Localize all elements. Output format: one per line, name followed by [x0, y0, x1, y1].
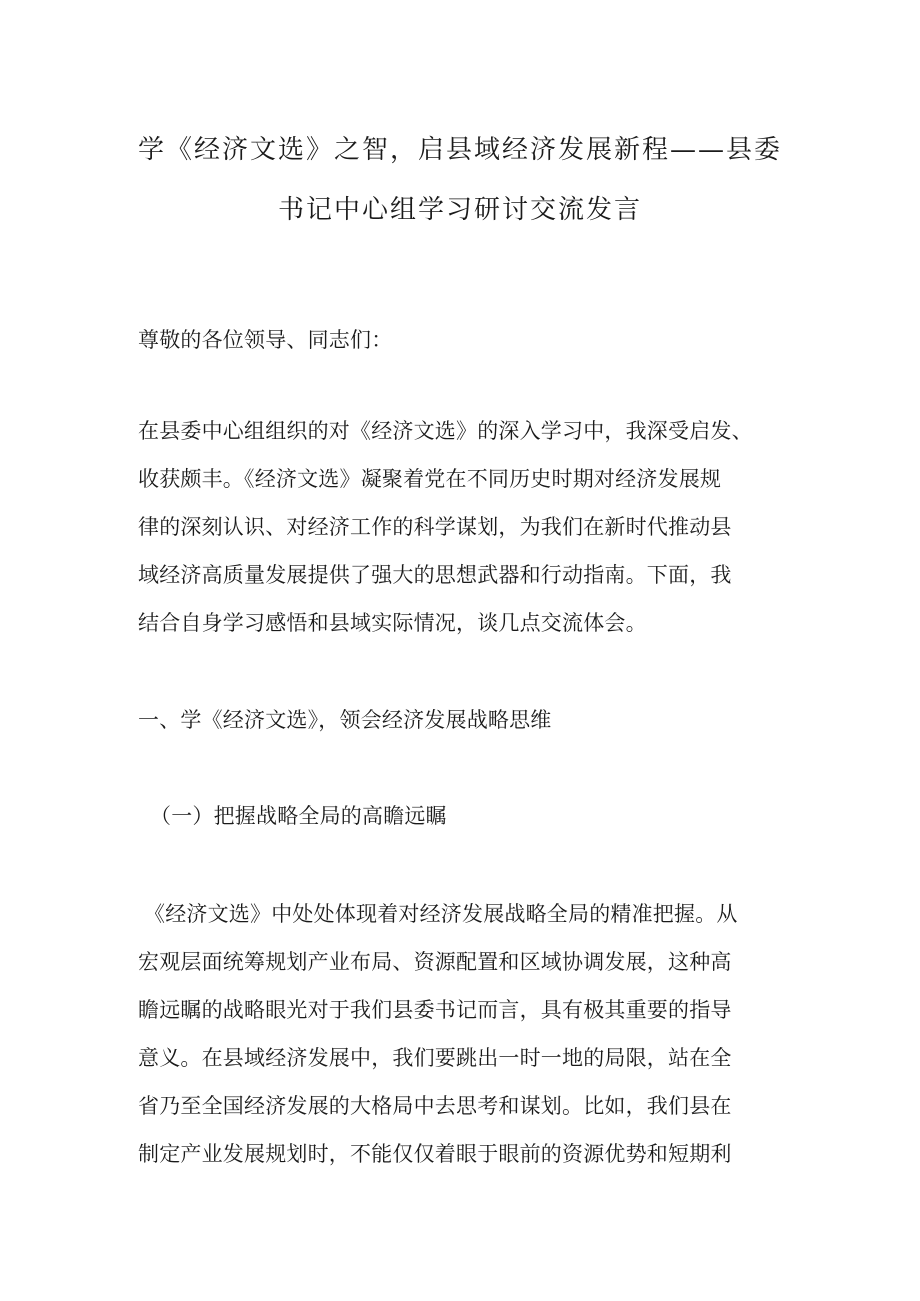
subsection-heading: （一）把握战略全局的高瞻远瞩: [150, 804, 447, 828]
section-heading: 一、学《经济文选》，领会经济发展战略思维: [138, 708, 552, 732]
intro-line-4: 域经济高质量发展提供了强大的思想武器和行动指南。下面，我: [138, 563, 732, 587]
body-line-5: 省乃至全国经济发展的大格局中去思考和谋划。比如，我们县在: [138, 1094, 732, 1118]
body-line-3: 瞻远瞩的战略眼光对于我们县委书记而言，具有极其重要的指导: [138, 998, 732, 1022]
intro-line-1: 在县委中心组组织的对《经济文选》的深入学习中，我深受启发、: [138, 419, 753, 443]
intro-line-2: 收获颇丰。《经济文选》凝聚着党在不同历史时期对经济发展规: [138, 467, 722, 491]
intro-line-3: 律的深刻认识、对经济工作的科学谋划，为我们在新时代推动县: [138, 515, 732, 539]
intro-line-5: 结合自身学习感悟和县域实际情况，谈几点交流体会。: [138, 611, 647, 635]
document-title-line-1: 学《经济文选》之智，启县域经济发展新程——县委: [137, 135, 782, 165]
salutation: 尊敬的各位领导、同志们：: [138, 328, 393, 352]
body-line-1: 《经济文选》中处处体现着对经济发展战略全局的精准把握。从: [144, 902, 738, 926]
body-line-6: 制定产业发展规划时，不能仅仅着眼于眼前的资源优势和短期利: [138, 1142, 732, 1166]
document-title-line-2: 书记中心组学习研讨交流发言: [277, 195, 642, 225]
body-line-4: 意义。在县域经济发展中，我们要跳出一时一地的局限，站在全: [138, 1046, 732, 1070]
body-line-2: 宏观层面统筹规划产业布局、资源配置和区域协调发展，这种高: [138, 950, 732, 974]
